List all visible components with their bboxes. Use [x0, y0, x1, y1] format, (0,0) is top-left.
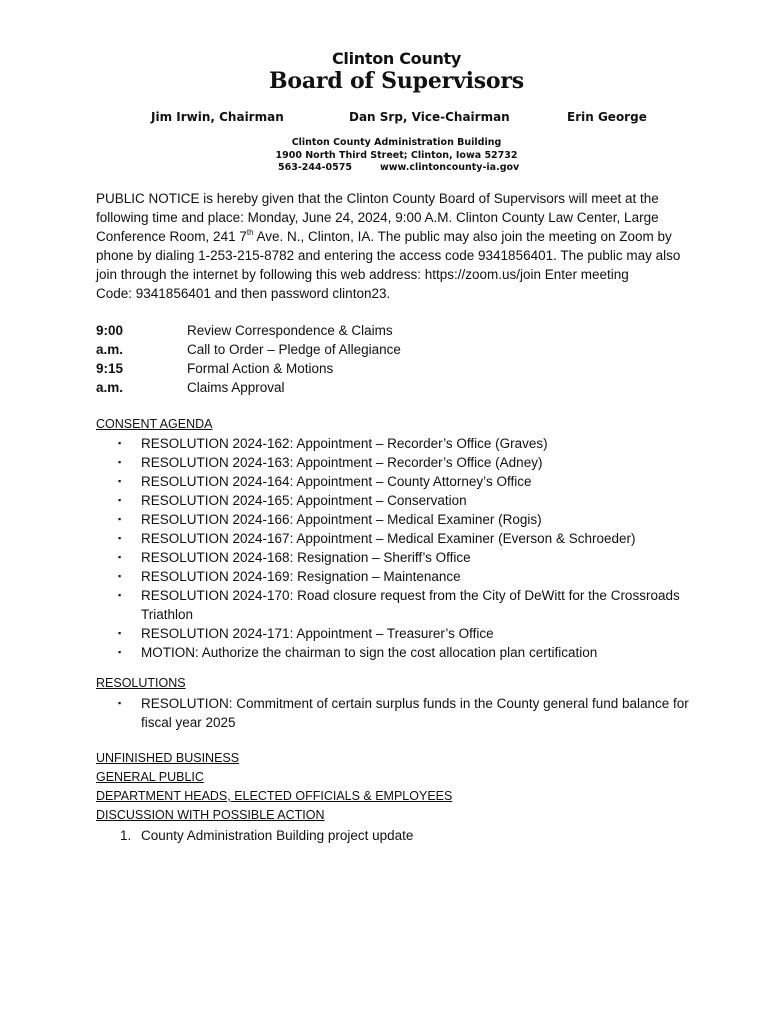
bullet-icon: ▪ [118, 571, 122, 581]
bullet-icon: ▪ [118, 457, 122, 467]
list-item: ▪ RESOLUTION 2024-169: Resignation – Maintenance [118, 569, 461, 584]
bullet-icon: ▪ [118, 552, 122, 562]
resolutions-list [96, 694, 716, 732]
list-item: ▪ RESOLUTION: Commitment of certain surplus funds in the County general fund balance for fiscal year 2025 [118, 696, 689, 730]
list-item: ▪ RESOLUTION 2024-168: Resignation – Sheriff’s Office [118, 550, 471, 565]
consent-agenda-heading: CONSENT AGENDA [96, 417, 213, 431]
discussion-heading: DISCUSSION WITH POSSIBLE ACTION [96, 808, 325, 822]
officer-member: Erin George [567, 110, 647, 124]
list-item: ▪ RESOLUTION 2024-166: Appointment – Medical Examiner (Rogis) [118, 512, 542, 527]
schedule-item: Claims Approval [187, 380, 285, 395]
list-item: 1. County Administration Building project update [120, 828, 414, 843]
consent-agenda-list [96, 434, 716, 662]
notice-line: following time and place: Monday, June 24, 2024, 9:00 A.M. Clinton County Law Center, Large [96, 210, 659, 225]
website-link[interactable]: www.clintoncounty-ia.gov [380, 162, 520, 173]
list-item: ▪ MOTION: Authorize the chairman to sign the cost allocation plan certification [118, 645, 598, 660]
schedule-item: Review Correspondence & Claims [187, 323, 393, 338]
list-item: ▪ RESOLUTION 2024-163: Appointment – Recorder’s Office (Adney) [118, 455, 543, 470]
notice-line: Code: 9341856401 and then password clinton23. [96, 286, 391, 301]
department-heads-heading: DEPARTMENT HEADS, ELECTED OFFICIALS & EMPLOYEES [96, 789, 453, 803]
officer-vice-chairman: Dan Srp, Vice-Chairman [349, 110, 510, 124]
notice-line: join through the internet by following this web address: https://zoom.us/join Enter meeting [96, 267, 629, 282]
officer-chairman: Jim Irwin, Chairman [151, 110, 284, 124]
resolutions-heading: RESOLUTIONS [96, 676, 186, 690]
unfinished-business-heading: UNFINISHED BUSINESS [96, 751, 240, 765]
general-public-heading: GENERAL PUBLIC [96, 770, 204, 784]
bullet-icon: ▪ [118, 514, 122, 524]
bullet-icon: ▪ [118, 698, 122, 708]
building-name: Clinton County Administration Building [291, 137, 502, 148]
list-item: ▪ RESOLUTION 2024-162: Appointment – Recorder’s Office (Graves) [118, 436, 548, 451]
list-item: ▪ RESOLUTION 2024-165: Appointment – Conservation [118, 493, 467, 508]
bullet-icon: ▪ [118, 628, 122, 638]
discussion-list [96, 826, 413, 845]
list-item: ▪ RESOLUTION 2024-170: Road closure request from the City of DeWitt for the Crossroads Triathlon [118, 588, 680, 622]
schedule-item: Call to Order – Pledge of Allegiance [187, 342, 401, 357]
public-notice [96, 189, 696, 303]
board-title: Board of Supervisors [269, 68, 524, 94]
county-name: Clinton County [331, 49, 462, 68]
schedule-time: 9:15 a.m. [96, 361, 124, 395]
bullet-icon: ▪ [118, 590, 122, 600]
bullet-icon: ▪ [118, 647, 122, 657]
list-item: ▪ RESOLUTION 2024-167: Appointment – Medical Examiner (Everson & Schroeder) [118, 531, 636, 546]
bullet-icon: ▪ [118, 533, 122, 543]
list-item: ▪ RESOLUTION 2024-171: Appointment – Treasurer’s Office [118, 626, 494, 641]
notice-line: PUBLIC NOTICE is hereby given that the Clinton County Board of Supervisors will meet at the [96, 191, 659, 206]
phone-number: 563-244-0575 [278, 162, 352, 173]
schedule-time: 9:00 a.m. [96, 323, 124, 357]
street-address: 1900 North Third Street; Clinton, Iowa 52732 [275, 150, 518, 161]
bullet-icon: ▪ [118, 476, 122, 486]
bullet-icon: ▪ [118, 438, 122, 448]
list-item: ▪ RESOLUTION 2024-164: Appointment – County Attorney’s Office [118, 474, 532, 489]
notice-line: Conference Room, 241 7th Ave. N., Clinton, IA. The public may also join the meeting on Zoom by [96, 227, 672, 244]
bullet-icon: ▪ [118, 495, 122, 505]
schedule-item: Formal Action & Motions [187, 361, 334, 376]
notice-line: phone by dialing 1-253-215-8782 and entering the access code 9341856401. The public may also [96, 248, 681, 263]
